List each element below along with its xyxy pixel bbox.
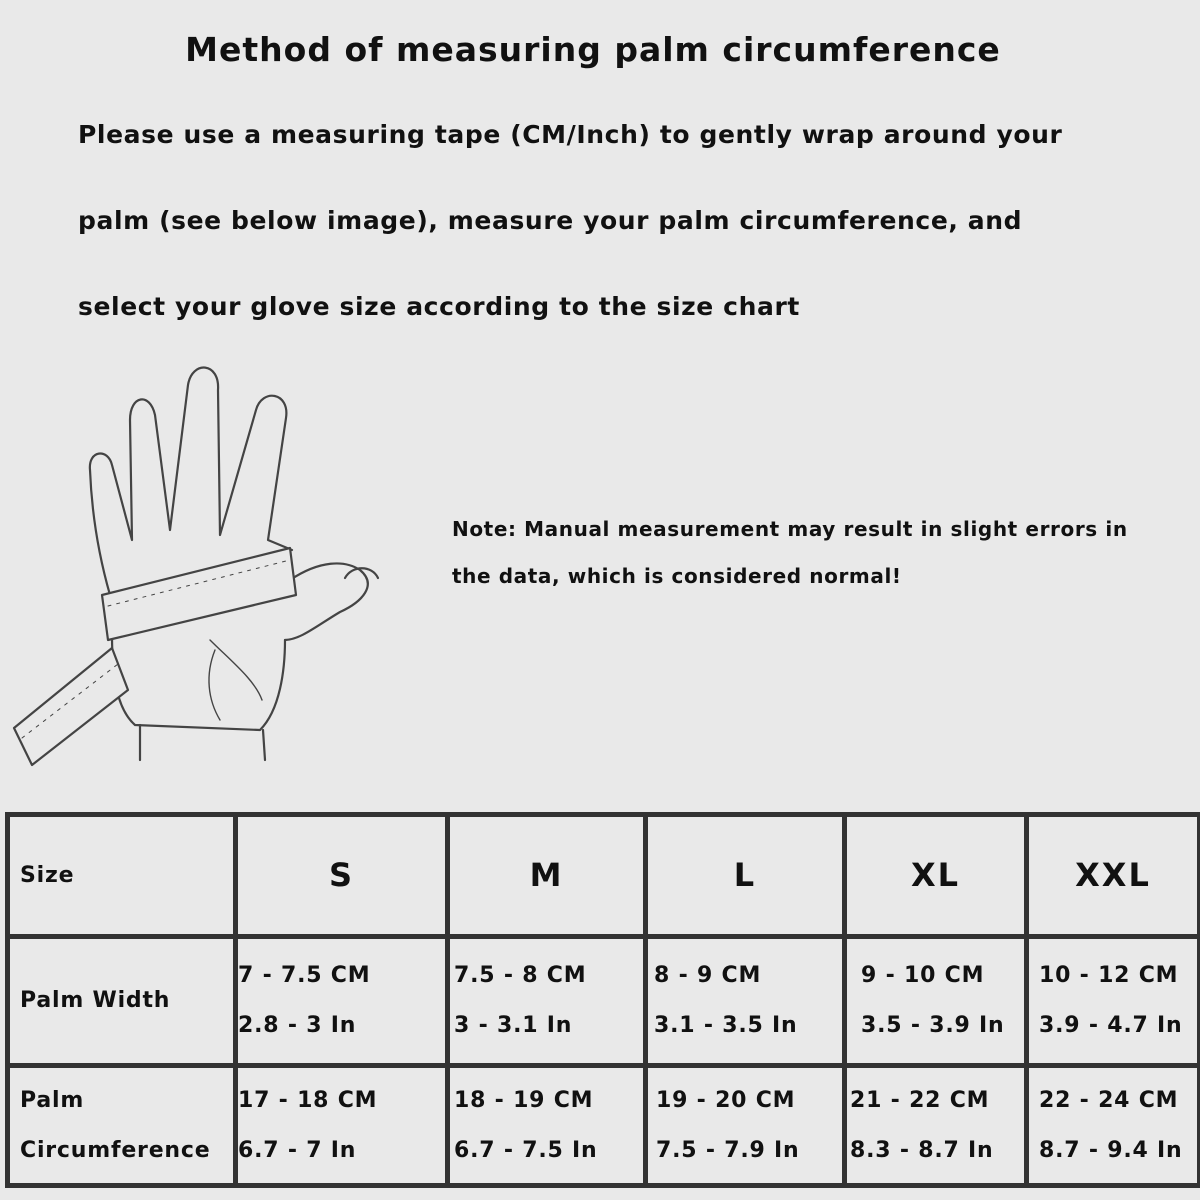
palm-circumference-label-1: Palm: [20, 1087, 85, 1113]
palm-circumference-xxl-in: 8.7 - 9.4 In: [1039, 1137, 1183, 1163]
palm-circumference-l-in: 7.5 - 7.9 In: [656, 1137, 800, 1163]
hand-measuring-illustration: [0, 360, 400, 780]
palm-circumference-xxl-cm: 22 - 24 CM: [1039, 1087, 1179, 1113]
page-title: Method of measuring palm circumference: [185, 30, 1001, 69]
palm-width-s: [236, 936, 448, 1066]
note-line-2: the data, which is considered normal!: [452, 564, 902, 588]
palm-width-xl-in: 3.5 - 3.9 In: [861, 1012, 1005, 1038]
palm-circumference-row: [8, 1066, 1200, 1186]
palm-circumference-s: [236, 1066, 448, 1186]
size-l: L: [646, 815, 845, 937]
palm-width-row: [8, 936, 1200, 1066]
palm-width-xl: [845, 936, 1027, 1066]
palm-width-m-cm: 7.5 - 8 CM: [454, 962, 587, 988]
palm-circumference-xl-cm: 21 - 22 CM: [850, 1087, 990, 1113]
size-xl: XL: [845, 815, 1027, 937]
palm-width-xl-cm: 9 - 10 CM: [861, 962, 985, 988]
palm-circumference-s-in: 6.7 - 7 In: [238, 1137, 357, 1163]
size-m: M: [448, 815, 646, 937]
note-line-1: Note: Manual measurement may result in slight errors in: [452, 517, 1128, 541]
palm-width-xxl-cm: 10 - 12 CM: [1039, 962, 1179, 988]
size-xxl: XXL: [1027, 815, 1200, 937]
size-row-header: Size: [8, 815, 236, 937]
size-row: [8, 815, 1200, 937]
palm-width-l: [646, 936, 845, 1066]
palm-width-m-in: 3 - 3.1 In: [454, 1012, 573, 1038]
palm-width-s-cm: 7 - 7.5 CM: [238, 962, 371, 988]
palm-width-m: [448, 936, 646, 1066]
palm-width-header: Palm Width: [8, 936, 236, 1066]
size-s: S: [236, 815, 448, 937]
palm-width-l-in: 3.1 - 3.5 In: [654, 1012, 798, 1038]
palm-circumference-header: [8, 1066, 236, 1186]
palm-width-s-in: 2.8 - 3 In: [238, 1012, 357, 1038]
instruction-line-3: select your glove size according to the size chart: [78, 292, 800, 321]
palm-circumference-l: [646, 1066, 845, 1186]
palm-circumference-m: [448, 1066, 646, 1186]
palm-circumference-label-2: Circumference: [20, 1137, 211, 1163]
palm-circumference-xxl: [1027, 1066, 1200, 1186]
instruction-line-1: Please use a measuring tape (CM/Inch) to gently wrap around your: [78, 120, 1063, 149]
size-chart-table: [5, 812, 1200, 1188]
palm-width-xxl-in: 3.9 - 4.7 In: [1039, 1012, 1183, 1038]
palm-circumference-m-cm: 18 - 19 CM: [454, 1087, 594, 1113]
palm-circumference-l-cm: 19 - 20 CM: [656, 1087, 796, 1113]
palm-width-xxl: [1027, 936, 1200, 1066]
palm-width-l-cm: 8 - 9 CM: [654, 962, 762, 988]
palm-circumference-xl: [845, 1066, 1027, 1186]
palm-circumference-s-cm: 17 - 18 CM: [238, 1087, 378, 1113]
palm-circumference-m-in: 6.7 - 7.5 In: [454, 1137, 598, 1163]
instruction-line-2: palm (see below image), measure your palm circumference, and: [78, 206, 1023, 235]
palm-circumference-xl-in: 8.3 - 8.7 In: [850, 1137, 994, 1163]
